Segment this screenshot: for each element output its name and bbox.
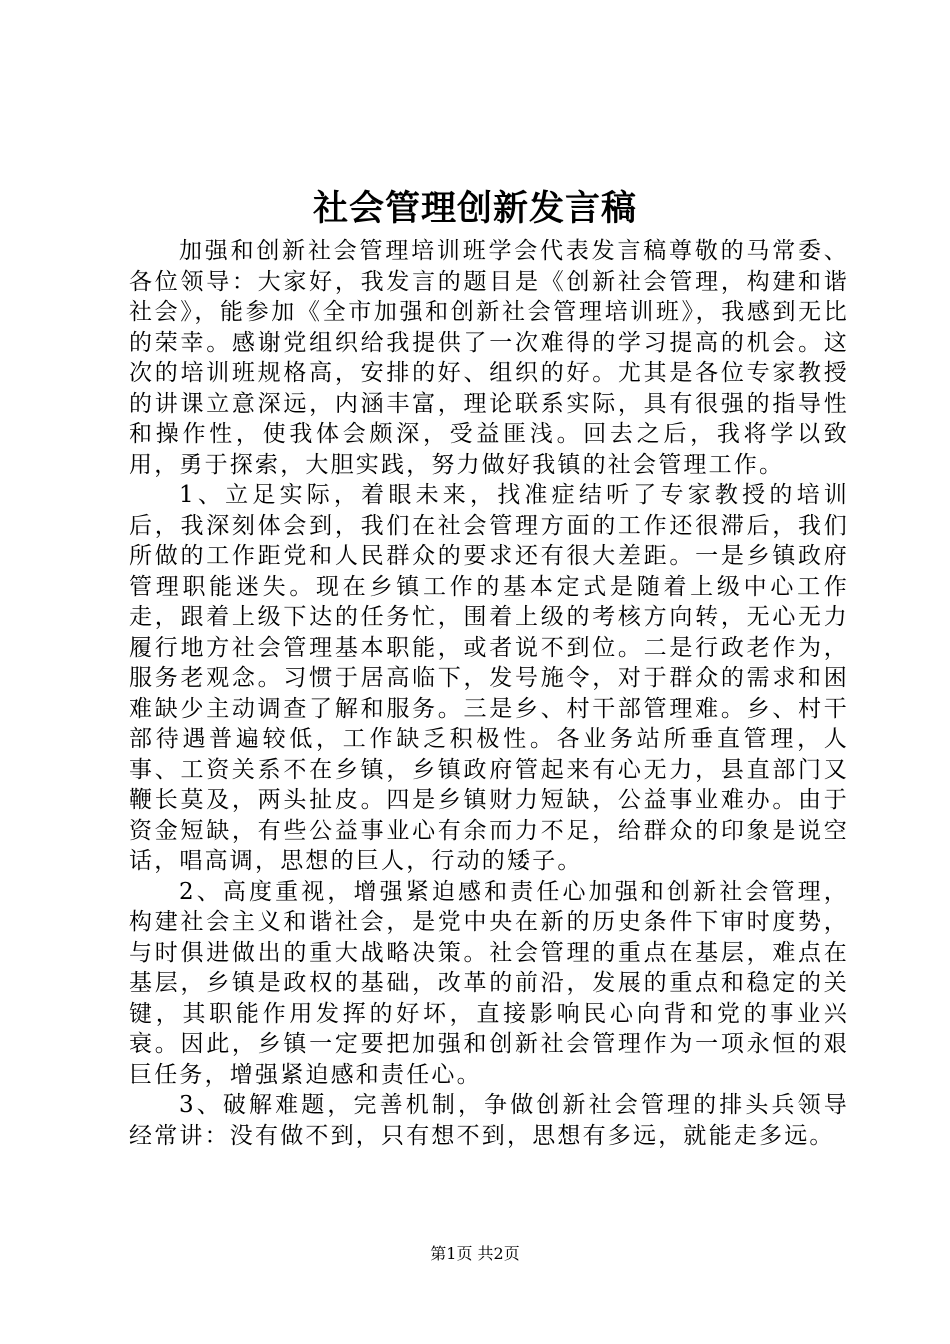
paragraph-section-3: 3、破解难题，完善机制，争做创新社会管理的排头兵领导经常讲：没有做不到，只有想不到，思想有多远，就能走多远。 bbox=[129, 1092, 849, 1149]
paragraph-intro: 加强和创新社会管理培训班学会代表发言稿尊敬的马常委、各位领导：大家好，我发言的题目是《创新社会管理，构建和谐社会》，能参加《全市加强和创新社会管理培训班》，我感到无比的荣幸。感谢党组织给我提供了一次难得的学习提高的机会。这次的培训班规格高，安排的好、组织的好。尤其是各位专家教授的讲课立意深远，内涵丰富，理论联系实际，具有很强的指导性和操作性，使我体会颇深，受益匪浅。回去之后，我将学以致用，勇于探索，大胆实践，努力做好我镇的社会管理工作。 bbox=[129, 238, 849, 478]
document-body bbox=[129, 236, 849, 1151]
document-title: 社会管理创新发言稿 bbox=[312, 188, 637, 229]
paragraph-section-1: 1、立足实际，着眼未来，找准症结听了专家教授的培训后，我深刻体会到，我们在社会管理方面的工作还很滞后，我们所做的工作距党和人民群众的要求还有很大差距。一是乡镇政府管理职能迷失。现在乡镇工作的基本定式是随着上级中心工作走，跟着上级下达的任务忙，围着上级的考核方向转，无心无力履行地方社会管理基本职能，或者说不到位。二是行政老作为，服务老观念。习惯于居高临下，发号施令，对于群众的需求和困难缺少主动调查了解和服务。三是乡、村干部管理难。乡、村干部待遇普遍较低，工作缺乏积极性。各业务站所垂直管理，人事、工资关系不在乡镇，乡镇政府管起来有心无力，县直部门又鞭长莫及，两头扯皮。四是乡镇财力短缺，公益事业难办。由于资金短缺，有些公益事业心有余而力不足，给群众的印象是说空话，唱高调，思想的巨人，行动的矮子。 bbox=[129, 482, 849, 874]
page-number-footer: 第1页 共2页 bbox=[430, 1244, 520, 1263]
paragraph-section-2: 2、高度重视，增强紧迫感和责任心加强和创新社会管理，构建社会主义和谐社会，是党中央在新的历史条件下审时度势，与时俱进做出的重大战略决策。社会管理的重点在基层，难点在基层，乡镇是政权的基础，改革的前沿，发展的重点和稳定的关键，其职能作用发挥的好坏，直接影响民心向背和党的事业兴衰。因此，乡镇一定要把加强和创新社会管理作为一项永恒的艰巨任务，增强紧迫感和责任心。 bbox=[129, 878, 849, 1088]
